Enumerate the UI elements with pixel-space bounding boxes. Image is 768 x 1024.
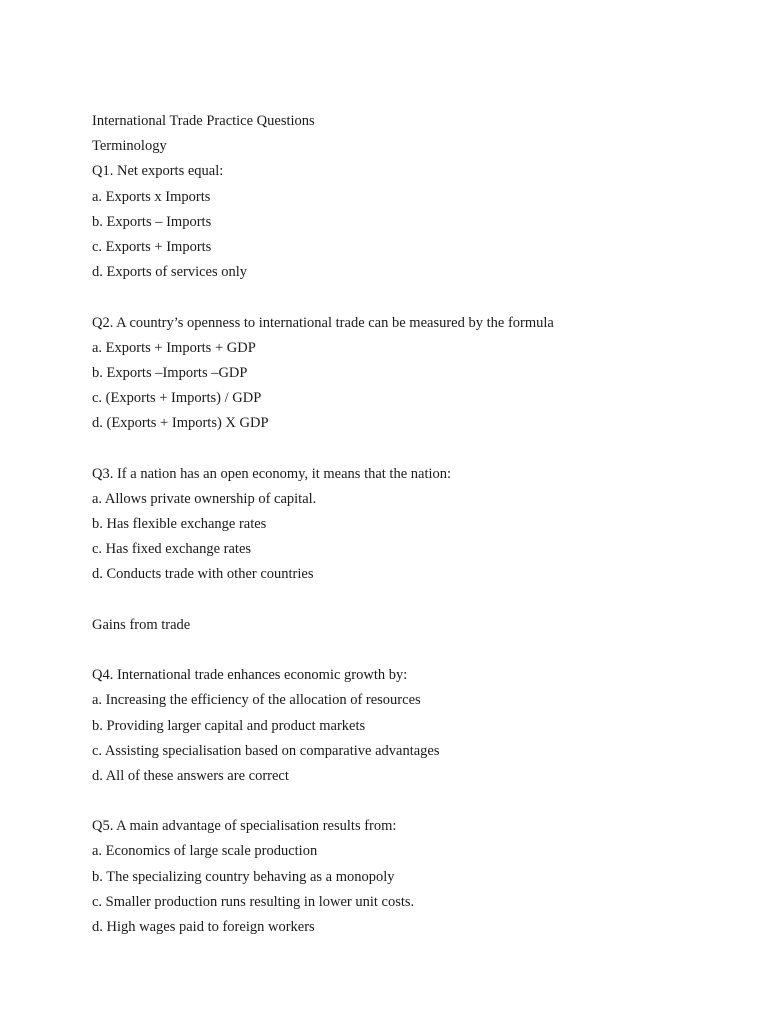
answer-option: d. Conducts trade with other countries xyxy=(92,566,314,583)
question-q5 xyxy=(92,816,732,942)
answer-option: c. Exports + Imports xyxy=(92,238,212,255)
answer-option: b. Exports – Imports xyxy=(92,213,212,230)
answer-option: c. Assisting specialisation based on comparative advantages xyxy=(92,742,440,759)
answer-option: b. Has flexible exchange rates xyxy=(92,516,267,532)
answer-option: a. Increasing the efficiency of the allocation of resources xyxy=(92,692,421,709)
answer-option: a. Exports + Imports + GDP xyxy=(92,339,256,356)
blank-line xyxy=(92,287,732,312)
question-text: Q2. A country’s openness to international trade can be measured by the formula xyxy=(92,314,554,331)
answer-option: d. Exports of services only xyxy=(92,264,248,281)
answer-option: d. High wages paid to foreign workers xyxy=(92,919,315,935)
question-text: Q1. Net exports equal: xyxy=(92,163,224,180)
question-q1 xyxy=(92,161,732,287)
answer-option: b. Providing larger capital and product markets xyxy=(92,717,366,734)
answer-option: c. (Exports + Imports) / GDP xyxy=(92,390,262,407)
document-body xyxy=(92,111,732,942)
answer-option: a. Exports x Imports xyxy=(92,188,211,205)
answer-option: d. (Exports + Imports) X GDP xyxy=(92,415,269,432)
answer-option: c. Smaller production runs resulting in lower unit costs. xyxy=(92,893,415,910)
question-q3 xyxy=(92,464,732,590)
section-heading-terminology: Terminology xyxy=(92,138,167,155)
question-text: Q4. International trade enhances economic growth by: xyxy=(92,667,408,684)
question-text: Q3. If a nation has an open economy, it means that the nation: xyxy=(92,465,452,482)
answer-option: b. Exports –Imports –GDP xyxy=(92,364,248,381)
question-q4 xyxy=(92,665,732,791)
answer-option: b. The specializing country behaving as a monopoly xyxy=(92,868,395,885)
answer-option: a. Economics of large scale production xyxy=(92,843,318,860)
blank-line xyxy=(92,640,732,665)
answer-option: d. All of these answers are correct xyxy=(92,767,289,784)
question-text: Q5. A main advantage of specialisation results from: xyxy=(92,818,397,835)
blank-line xyxy=(92,438,732,463)
document-title: International Trade Practice Questions xyxy=(92,113,315,129)
blank-line xyxy=(92,791,732,816)
answer-option: c. Has fixed exchange rates xyxy=(92,541,252,558)
blank-line xyxy=(92,590,732,615)
answer-option: a. Allows private ownership of capital. xyxy=(92,490,317,507)
question-q2 xyxy=(92,313,732,439)
section-heading-gains-from-trade: Gains from trade xyxy=(92,616,191,633)
